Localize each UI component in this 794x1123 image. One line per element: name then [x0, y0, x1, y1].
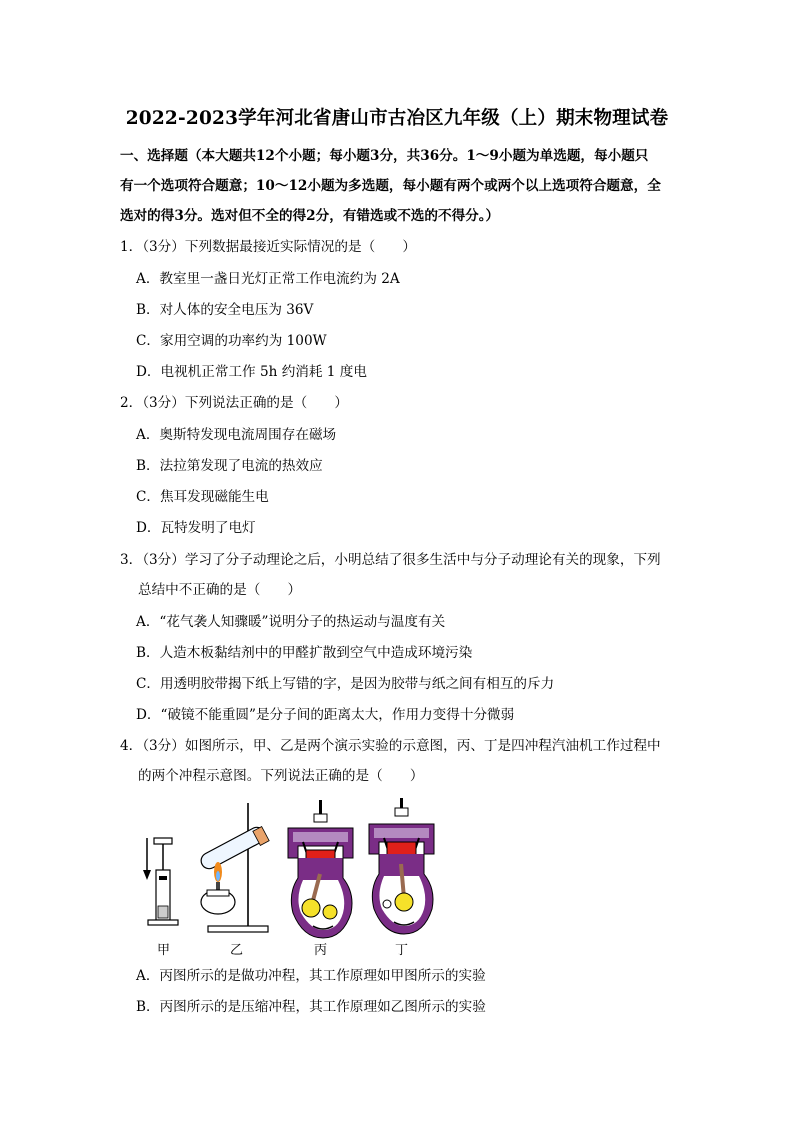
question-2-option-a: A．奥斯特发现电流周围存在磁场: [136, 427, 337, 443]
question-1-stem: 1．（3分）下列数据最接近实际情况的是（ ）: [120, 239, 416, 255]
engine-stroke-bing-illustration: [288, 800, 353, 938]
question-3-stem-line-2: 总结中不正确的是（ ）: [138, 582, 302, 598]
question-3-stem-line-1: 3．（3分）学习了分子动理论之后，小明总结了很多生活中与分子动理论有关的现象，下列: [120, 552, 661, 568]
figure-label-jia: 甲: [157, 943, 171, 958]
section-line-1: 一、选择题（本大题共12个小题；每小题3分，共36分。1～9小题为单选题，每小题只: [120, 148, 649, 164]
question-4-stem-line-2: 的两个冲程示意图。下列说法正确的是（ ）: [138, 768, 424, 784]
question-4-option-b: B．丙图所示的是压缩冲程，其工作原理如乙图所示的实验: [136, 999, 486, 1015]
question-1-option-d: D．电视机正常工作 5h 约消耗 1 度电: [136, 364, 367, 380]
question-4-stem: [120, 731, 680, 791]
question-1-option-b: B．对人体的安全电压为 36V: [136, 302, 314, 318]
question-1-option-c: C．家用空调的功率约为 100W: [136, 333, 327, 349]
question-4-option-a: A．丙图所示的是做功冲程，其工作原理如甲图所示的实验: [136, 968, 486, 984]
question-2-stem: 2．（3分）下列说法正确的是（ ）: [120, 395, 348, 411]
question-3-stem: [120, 545, 680, 605]
section-line-3: 选对的得3分。选对但不全的得2分，有错选或不选的不得分。）: [120, 208, 500, 224]
question-4-stem-line-1: 4．（3分）如图所示，甲、乙是两个演示实验的示意图，丙、丁是四冲程汽油机工作过程中: [120, 738, 661, 754]
question-2-option-c: C．焦耳发现磁能生电: [136, 489, 269, 505]
section-line-2: 有一个选项符合题意；10～12小题为多选题，每小题有两个或两个以上选项符合题意，全: [120, 178, 661, 194]
test-tube-heating-illustration: [198, 803, 269, 932]
question-2-option-b: B．法拉第发现了电流的热效应: [136, 458, 323, 474]
engine-stroke-ding-illustration: [369, 798, 434, 934]
question-3-option-d: D．“破镜不能重圆”是分子间的距离太大，作用力变得十分微弱: [136, 707, 515, 723]
question-1-option-a: A．教室里一盏日光灯正常工作电流约为 2A: [136, 271, 400, 287]
compression-syringe-illustration: [143, 838, 178, 925]
question-3-option-b: B．人造木板黏结剂中的甲醛扩散到空气中造成环境污染: [136, 645, 473, 661]
page-title: 2022-2023学年河北省唐山市古冶区九年级（上）期末物理试卷: [125, 108, 669, 129]
experiment-figure: [138, 798, 438, 963]
figure-label-bing: 丙: [314, 943, 328, 958]
section-heading: [120, 141, 680, 231]
figure-label-yi: 乙: [230, 943, 244, 958]
question-3-option-a: A．“花气袭人知骤暖”说明分子的热运动与温度有关: [136, 614, 446, 630]
figure-label-ding: 丁: [395, 943, 409, 958]
question-3-option-c: C．用透明胶带揭下纸上写错的字，是因为胶带与纸之间有相互的斥力: [136, 676, 555, 692]
question-2-option-d: D．瓦特发明了电灯: [136, 520, 256, 536]
question-4-figure: [138, 798, 438, 963]
